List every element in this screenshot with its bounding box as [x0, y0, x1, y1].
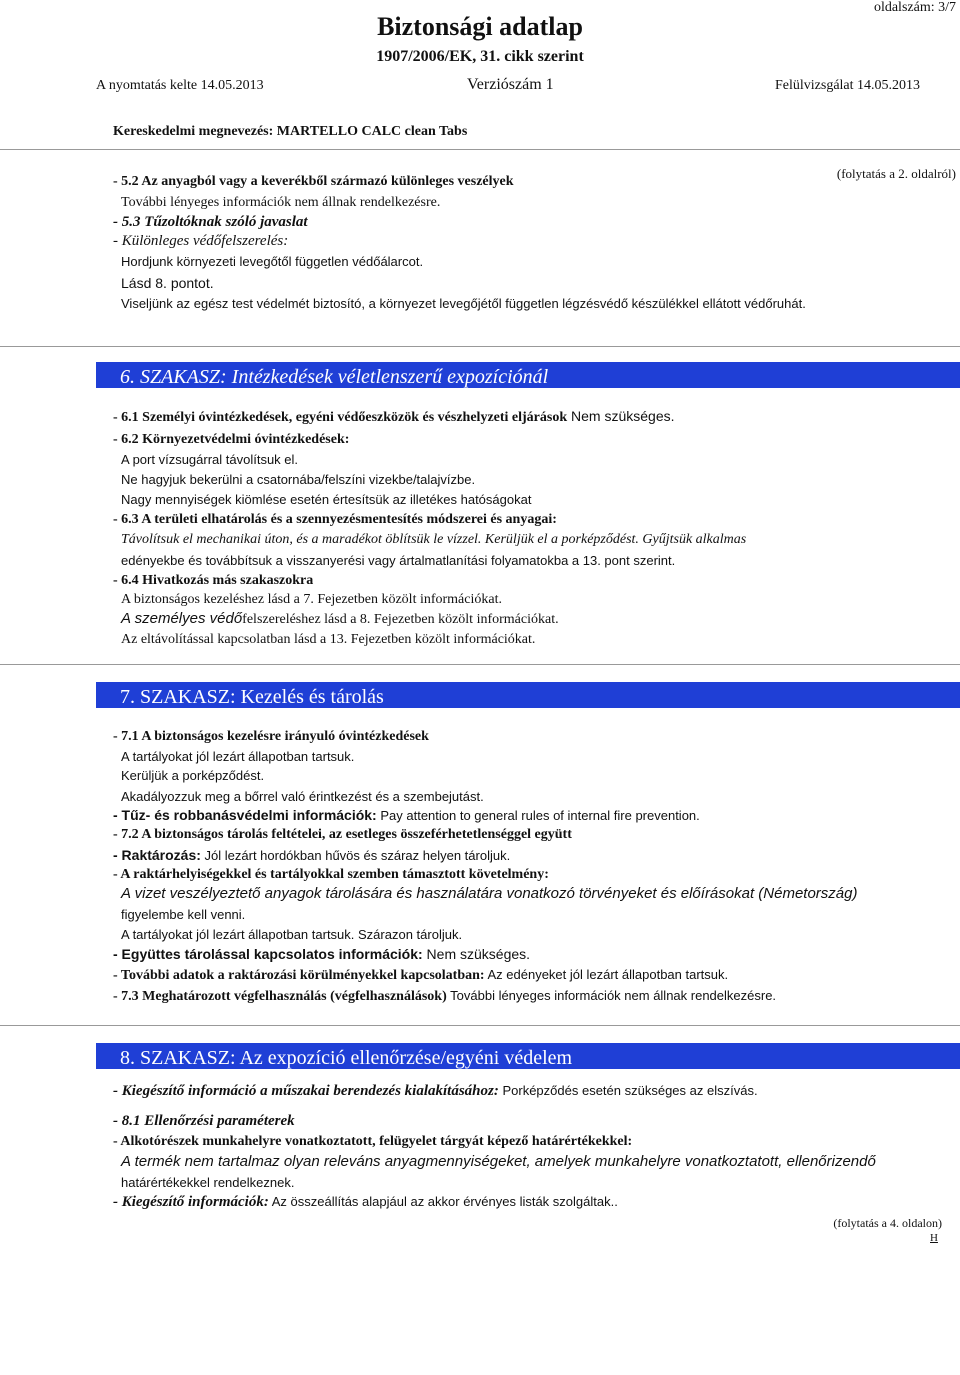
s7-line-fire	[113, 807, 700, 825]
section-6-title: 6. SZAKASZ: Intézkedések véletlenszerű expozíciónál	[120, 366, 549, 388]
s5-heading-5-2: - 5.2 Az anyagból vagy a keverékből származó különleges veszélyek	[113, 174, 514, 189]
section-rule	[0, 346, 960, 347]
s6-text: Távolítsuk el mechanikai úton, és a maradékot öblítsük le vízzel. Kerüljük el a porképződést. Gyűjtsük alkalmas	[121, 532, 747, 547]
section-7-title: 7. SZAKASZ: Kezelés és tárolás	[120, 686, 384, 708]
s6-value-6-1: Nem szükséges.	[567, 408, 675, 424]
s8-heading-8-1: - 8.1 Ellenőrzési paraméterek	[113, 1113, 295, 1129]
s6-text: Nagy mennyiségek kiömlése esetén értesítsük az illetékes hatóságokat	[121, 492, 532, 507]
s7-line-joint-storage	[113, 946, 530, 964]
continued-to: (folytatás a 4. oldalon)	[833, 1216, 942, 1230]
s7-heading-storage: - Raktározás:	[113, 847, 201, 863]
document-title: Biztonsági adatlap	[377, 12, 583, 41]
version-number: Verziószám 1	[467, 76, 554, 93]
s7-text: Kerüljük a porképződést.	[121, 768, 265, 783]
s7-line-storage	[113, 847, 510, 865]
s7-heading-7-3: - 7.3 Meghatározott végfelhasználás (végfelhasználások)	[113, 989, 447, 1004]
s6-text: Ne hagyjuk bekerülni a csatornába/felszíni vizekbe/talajvízbe.	[121, 472, 476, 487]
document-subtitle: 1907/2006/EK, 31. cikk szerint	[376, 48, 584, 65]
s7-heading-requirements: - A raktárhelyiségekkel és tartályokkal szemben támasztott követelmény:	[113, 867, 549, 882]
s7-text: figyelembe kell venni.	[121, 907, 246, 922]
s8-value-info: Az összeállítás alapjául az akkor érvényes listák szolgáltak..	[268, 1194, 618, 1209]
s5-heading-equipment: - Különleges védőfelszerelés:	[113, 233, 289, 249]
page-number: oldalszám: 3/7	[873, 0, 956, 15]
s7-text: A tartályokat jól lezárt állapotban tartsuk. Szárazon tároljuk.	[121, 927, 463, 942]
s6-ppe-text: felszereléshez lásd a 8. Fejezetben közölt információkat.	[242, 612, 559, 627]
s8-line-additional	[113, 1083, 758, 1100]
trade-name: Kereskedelmi megnevezés: MARTELLO CALC clean Tabs	[113, 124, 468, 139]
section-rule	[0, 664, 960, 665]
s7-value-fire: Pay attention to general rules of internal fire prevention.	[376, 808, 700, 823]
s6-text: A biztonságos kezeléshez lásd a 7. Fejezetben közölt információkat.	[121, 592, 502, 607]
s7-heading-joint-storage: - Együttes tárolással kapcsolatos információk:	[113, 946, 423, 962]
s8-heading-additional: - Kiegészítő információ a műszakai berendezés kialakításához:	[113, 1083, 499, 1099]
s8-value-additional: Porképződés esetén szükséges az elszívás.	[498, 1083, 758, 1098]
header-rule	[0, 149, 960, 150]
s6-heading-6-3: - 6.3 A területi elhatárolás és a szennyezésmentesítés módszerei és anyagai:	[113, 512, 557, 527]
s7-value-storage: Jól lezárt hordókban hűvös és száraz helyen tároljuk.	[200, 848, 511, 863]
footer-code: H	[930, 1232, 938, 1244]
s5-text: Lásd 8. pontot.	[121, 275, 214, 291]
s7-line-7-3	[113, 988, 776, 1005]
s7-line-further	[113, 967, 728, 984]
section-8-header	[96, 1043, 960, 1069]
s6-heading-6-4: - 6.4 Hivatkozás más szakaszokra	[113, 573, 314, 588]
continued-from: (folytatás a 2. oldalról)	[836, 166, 956, 181]
section-rule	[0, 1025, 960, 1026]
s8-line-info	[113, 1194, 618, 1211]
s6-heading-6-2: - 6.2 Környezetvédelmi óvintézkedések:	[113, 432, 350, 447]
s7-text: A tartályokat jól lezárt állapotban tartsuk.	[121, 749, 355, 764]
s8-text: határértékekkel rendelkeznek.	[121, 1175, 295, 1190]
s8-text: A termék nem tartalmaz olyan releváns anyagmennyiségeket, amelyek munkahelyre vonatkoztatott, ellenőrizendő	[121, 1153, 876, 1170]
s5-text: Hordjunk környezeti levegőtől független védőálarcot.	[121, 254, 424, 269]
s7-heading-further: - További adatok a raktározási körülményekkel kapcsolatban:	[113, 968, 485, 983]
section-6-header	[96, 362, 960, 388]
s6-text: A port vízsugárral távolítsuk el.	[121, 452, 299, 467]
s5-text: Viseljünk az egész test védelmét biztosító, a környezet levegőjétől független légzésvédő készülékkel ellátott védőruhát.	[121, 296, 806, 311]
s8-heading-info: - Kiegészítő információk:	[113, 1194, 269, 1210]
s6-text: Az eltávolítással kapcsolatban lásd a 13. Fejezetben közölt információkat.	[121, 632, 536, 647]
s6-line-6-1	[113, 408, 675, 426]
s7-heading-7-1: - 7.1 A biztonságos kezelésre irányuló óvintézkedések	[113, 729, 429, 744]
s7-heading-fire: - Tűz- és robbanásvédelmi információk:	[113, 807, 377, 823]
s5-heading-5-3: - 5.3 Tűzoltóknak szóló javaslat	[113, 214, 308, 230]
s6-line-ppe	[121, 610, 559, 628]
s6-ppe-prefix: A személyes védő	[121, 610, 243, 627]
s7-value-joint-storage: Nem szükséges.	[422, 946, 531, 962]
s7-text: Akadályozzuk meg a bőrrel való érintkezést és a szembejutást.	[121, 789, 484, 804]
s6-text: edényekbe és továbbítsuk a visszanyerési vagy ártalmatlanítási folyamatokba a 13. pont szerint.	[121, 553, 676, 568]
s8-heading-limits: - Alkotórészek munkahelyre vonatkoztatott, felügyelet tárgyát képező határértékekkel:	[113, 1134, 633, 1149]
section-8-title: 8. SZAKASZ: Az expozíció ellenőrzése/egyéni védelem	[120, 1047, 573, 1069]
s7-heading-7-2: - 7.2 A biztonságos tárolás feltételei, az esetleges összeférhetetlenséggel együtt	[113, 827, 572, 842]
print-date: A nyomtatás kelte 14.05.2013	[96, 78, 264, 93]
section-7-header	[96, 682, 960, 708]
s7-value-7-3: További lényeges információk nem állnak rendelkezésre.	[446, 988, 777, 1003]
review-date: Felülvizsgálat 14.05.2013	[775, 78, 921, 93]
s7-value-further: Az edényeket jól lezárt állapotban tartsuk.	[484, 967, 729, 982]
s6-heading-6-1: - 6.1 Személyi óvintézkedések, egyéni védőeszközök és vészhelyzeti eljárások	[113, 410, 568, 425]
s7-text: A vizet veszélyeztető anyagok tárolására és használatára vonatkozó törvényeket és előírásokat (Németország)	[121, 885, 858, 902]
s5-text: További lényeges információk nem állnak rendelkezésre.	[121, 195, 441, 210]
